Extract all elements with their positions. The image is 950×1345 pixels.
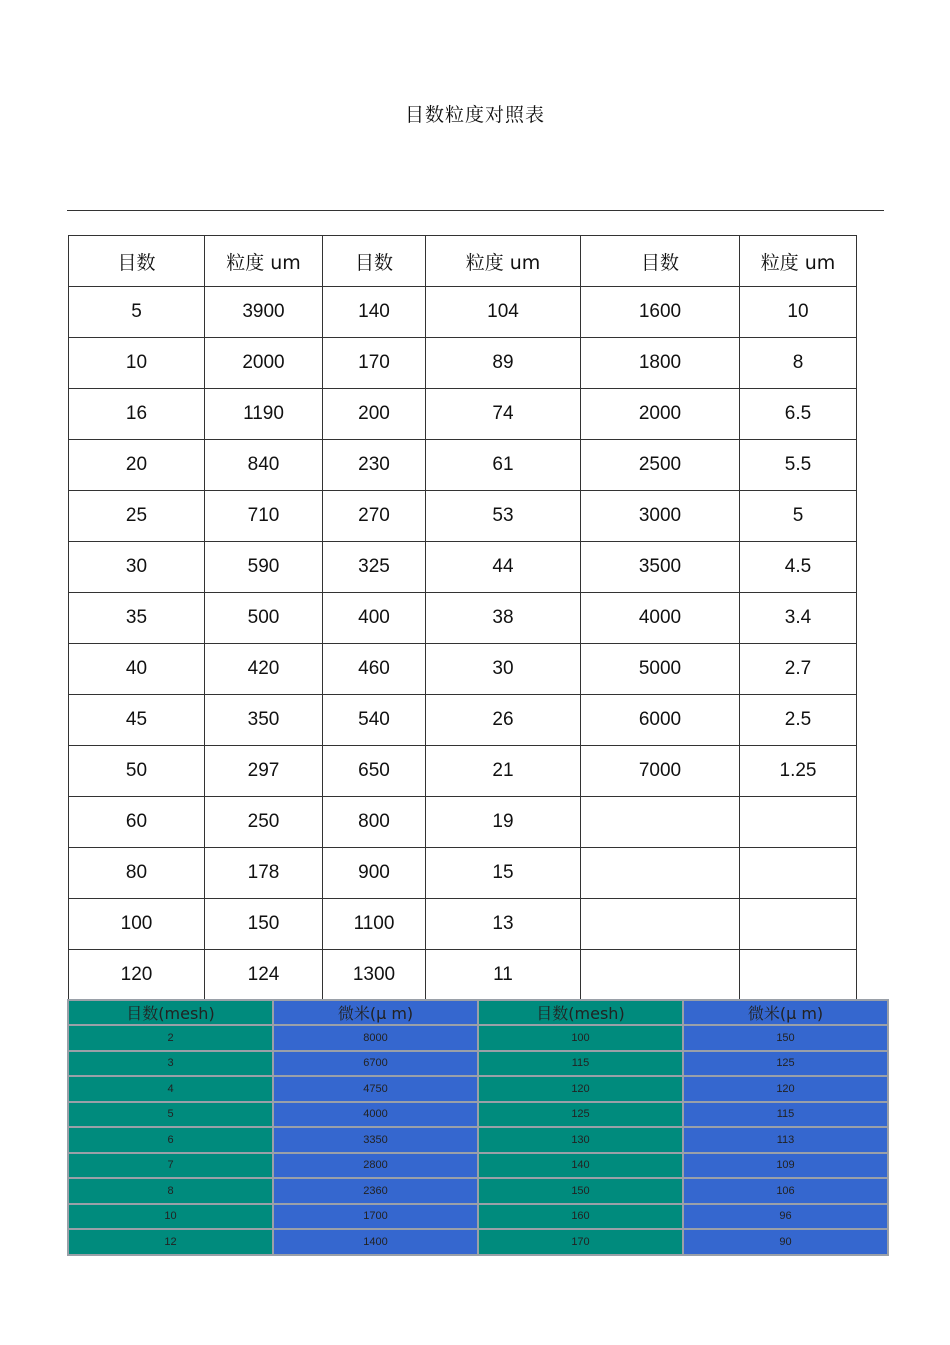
- table-cell: 178: [205, 848, 323, 899]
- table-cell: 4.5: [740, 542, 857, 593]
- table-cell: 150: [478, 1178, 683, 1204]
- table-cell: 38: [426, 593, 581, 644]
- table-row: [68, 1153, 888, 1179]
- table-cell: 89: [426, 338, 581, 389]
- table-cell: [740, 797, 857, 848]
- table-row: [69, 848, 857, 899]
- table-cell: 45: [69, 695, 205, 746]
- table-cell: 500: [205, 593, 323, 644]
- table-cell: 6000: [581, 695, 740, 746]
- table-cell: 2360: [273, 1178, 478, 1204]
- table-cell: 1400: [273, 1229, 478, 1255]
- table-cell: 3350: [273, 1127, 478, 1153]
- table-row: [68, 1025, 888, 1051]
- table-cell: 20: [69, 440, 205, 491]
- column-header: 粒度 um: [426, 236, 581, 287]
- table-row: [69, 899, 857, 950]
- column-header: 目数: [69, 236, 205, 287]
- table-cell: 13: [426, 899, 581, 950]
- table-cell: 900: [323, 848, 426, 899]
- table-cell: 710: [205, 491, 323, 542]
- table-cell: 1190: [205, 389, 323, 440]
- table-cell: 270: [323, 491, 426, 542]
- table-cell: 16: [69, 389, 205, 440]
- table-row: [69, 491, 857, 542]
- table-row: [69, 389, 857, 440]
- table-cell: [581, 950, 740, 1001]
- table-cell: 124: [205, 950, 323, 1001]
- table-row: [69, 797, 857, 848]
- table-cell: 590: [205, 542, 323, 593]
- table-cell: 96: [683, 1204, 888, 1230]
- table-cell: 2: [68, 1025, 273, 1051]
- column-header: 目数: [323, 236, 426, 287]
- table-cell: 140: [478, 1153, 683, 1179]
- table-row: [69, 695, 857, 746]
- table-cell: 5.5: [740, 440, 857, 491]
- table-cell: 6: [68, 1127, 273, 1153]
- table-cell: 8: [68, 1178, 273, 1204]
- table-cell: 6.5: [740, 389, 857, 440]
- table-cell: 130: [478, 1127, 683, 1153]
- table-cell: 7: [68, 1153, 273, 1179]
- table-cell: 400: [323, 593, 426, 644]
- table-cell: 35: [69, 593, 205, 644]
- table-cell: 325: [323, 542, 426, 593]
- table-cell: 125: [683, 1051, 888, 1077]
- table-cell: 2000: [581, 389, 740, 440]
- table-cell: 350: [205, 695, 323, 746]
- table-cell: 74: [426, 389, 581, 440]
- table-cell: 250: [205, 797, 323, 848]
- table-cell: 100: [69, 899, 205, 950]
- table-cell: 44: [426, 542, 581, 593]
- table-cell: 1.25: [740, 746, 857, 797]
- table-cell: 115: [683, 1102, 888, 1128]
- table-row: [68, 1102, 888, 1128]
- table-cell: 109: [683, 1153, 888, 1179]
- table-cell: 540: [323, 695, 426, 746]
- table-cell: 140: [323, 287, 426, 338]
- table-cell: 3500: [581, 542, 740, 593]
- table-cell: 90: [683, 1229, 888, 1255]
- table-cell: [740, 899, 857, 950]
- column-header: 粒度 um: [740, 236, 857, 287]
- table-cell: 30: [426, 644, 581, 695]
- table-cell: 53: [426, 491, 581, 542]
- table-cell: 1300: [323, 950, 426, 1001]
- table-cell: 5: [740, 491, 857, 542]
- header-rule: [67, 210, 884, 211]
- table-cell: 1700: [273, 1204, 478, 1230]
- table-cell: 200: [323, 389, 426, 440]
- column-header: 目数: [581, 236, 740, 287]
- table-row: [69, 542, 857, 593]
- table-cell: 160: [478, 1204, 683, 1230]
- table-cell: 6700: [273, 1051, 478, 1077]
- table-cell: 104: [426, 287, 581, 338]
- table-row: [68, 1178, 888, 1204]
- table-cell: 7000: [581, 746, 740, 797]
- table-cell: 15: [426, 848, 581, 899]
- table-cell: 10: [69, 338, 205, 389]
- table-cell: 4000: [581, 593, 740, 644]
- table-row: [69, 287, 857, 338]
- table-cell: 170: [323, 338, 426, 389]
- table-row: [69, 950, 857, 1001]
- table-cell: 297: [205, 746, 323, 797]
- table-cell: 150: [683, 1025, 888, 1051]
- table-cell: 120: [478, 1076, 683, 1102]
- table-row: [68, 1204, 888, 1230]
- table-cell: 800: [323, 797, 426, 848]
- table-row: [68, 1229, 888, 1255]
- table-header-row: [68, 1000, 888, 1025]
- table-cell: 4000: [273, 1102, 478, 1128]
- mesh-micron-table: [67, 999, 889, 1256]
- table-cell: 30: [69, 542, 205, 593]
- table-cell: 25: [69, 491, 205, 542]
- table-cell: 113: [683, 1127, 888, 1153]
- table-cell: 5000: [581, 644, 740, 695]
- table-cell: 2500: [581, 440, 740, 491]
- table-cell: 2.7: [740, 644, 857, 695]
- table-cell: 2.5: [740, 695, 857, 746]
- table-cell: 8: [740, 338, 857, 389]
- table-cell: 26: [426, 695, 581, 746]
- table-cell: 420: [205, 644, 323, 695]
- table-cell: 1600: [581, 287, 740, 338]
- table-cell: 61: [426, 440, 581, 491]
- table-cell: 230: [323, 440, 426, 491]
- table-row: [68, 1051, 888, 1077]
- table-cell: [581, 899, 740, 950]
- table-row: [69, 440, 857, 491]
- table-cell: 840: [205, 440, 323, 491]
- table-cell: 4750: [273, 1076, 478, 1102]
- table-cell: 8000: [273, 1025, 478, 1051]
- table-row: [69, 644, 857, 695]
- table-cell: 150: [205, 899, 323, 950]
- table-cell: 125: [478, 1102, 683, 1128]
- column-header: 粒度 um: [205, 236, 323, 287]
- table-cell: [740, 848, 857, 899]
- table-cell: 120: [69, 950, 205, 1001]
- column-header: 微米(μ m): [273, 1000, 478, 1025]
- table-cell: 2800: [273, 1153, 478, 1179]
- table-cell: [581, 848, 740, 899]
- table-cell: 460: [323, 644, 426, 695]
- table-cell: 170: [478, 1229, 683, 1255]
- mesh-size-table: [68, 235, 857, 1001]
- table-cell: 10: [740, 287, 857, 338]
- table-cell: 1100: [323, 899, 426, 950]
- table-cell: 21: [426, 746, 581, 797]
- column-header: 目数(mesh): [478, 1000, 683, 1025]
- table-header-row: [69, 236, 857, 287]
- table-cell: 106: [683, 1178, 888, 1204]
- table-cell: 650: [323, 746, 426, 797]
- table-cell: 2000: [205, 338, 323, 389]
- table-cell: 10: [68, 1204, 273, 1230]
- table-cell: 5: [68, 1102, 273, 1128]
- table-cell: 1800: [581, 338, 740, 389]
- table-row: [69, 593, 857, 644]
- table-row: [69, 338, 857, 389]
- table-cell: 3000: [581, 491, 740, 542]
- table-cell: [581, 797, 740, 848]
- column-header: 目数(mesh): [68, 1000, 273, 1025]
- table-cell: 3: [68, 1051, 273, 1077]
- table-cell: 11: [426, 950, 581, 1001]
- table-cell: 3.4: [740, 593, 857, 644]
- table-cell: 60: [69, 797, 205, 848]
- table-cell: 115: [478, 1051, 683, 1077]
- table-row: [69, 746, 857, 797]
- table-cell: 4: [68, 1076, 273, 1102]
- table-cell: 19: [426, 797, 581, 848]
- page-title: 目数粒度对照表: [404, 104, 545, 126]
- table-row: [68, 1076, 888, 1102]
- table-cell: 3900: [205, 287, 323, 338]
- table-cell: 80: [69, 848, 205, 899]
- table-cell: 40: [69, 644, 205, 695]
- table-cell: 50: [69, 746, 205, 797]
- table-cell: [740, 950, 857, 1001]
- table-cell: 12: [68, 1229, 273, 1255]
- table-row: [68, 1127, 888, 1153]
- table-cell: 5: [69, 287, 205, 338]
- table-cell: 100: [478, 1025, 683, 1051]
- column-header: 微米(μ m): [683, 1000, 888, 1025]
- table-cell: 120: [683, 1076, 888, 1102]
